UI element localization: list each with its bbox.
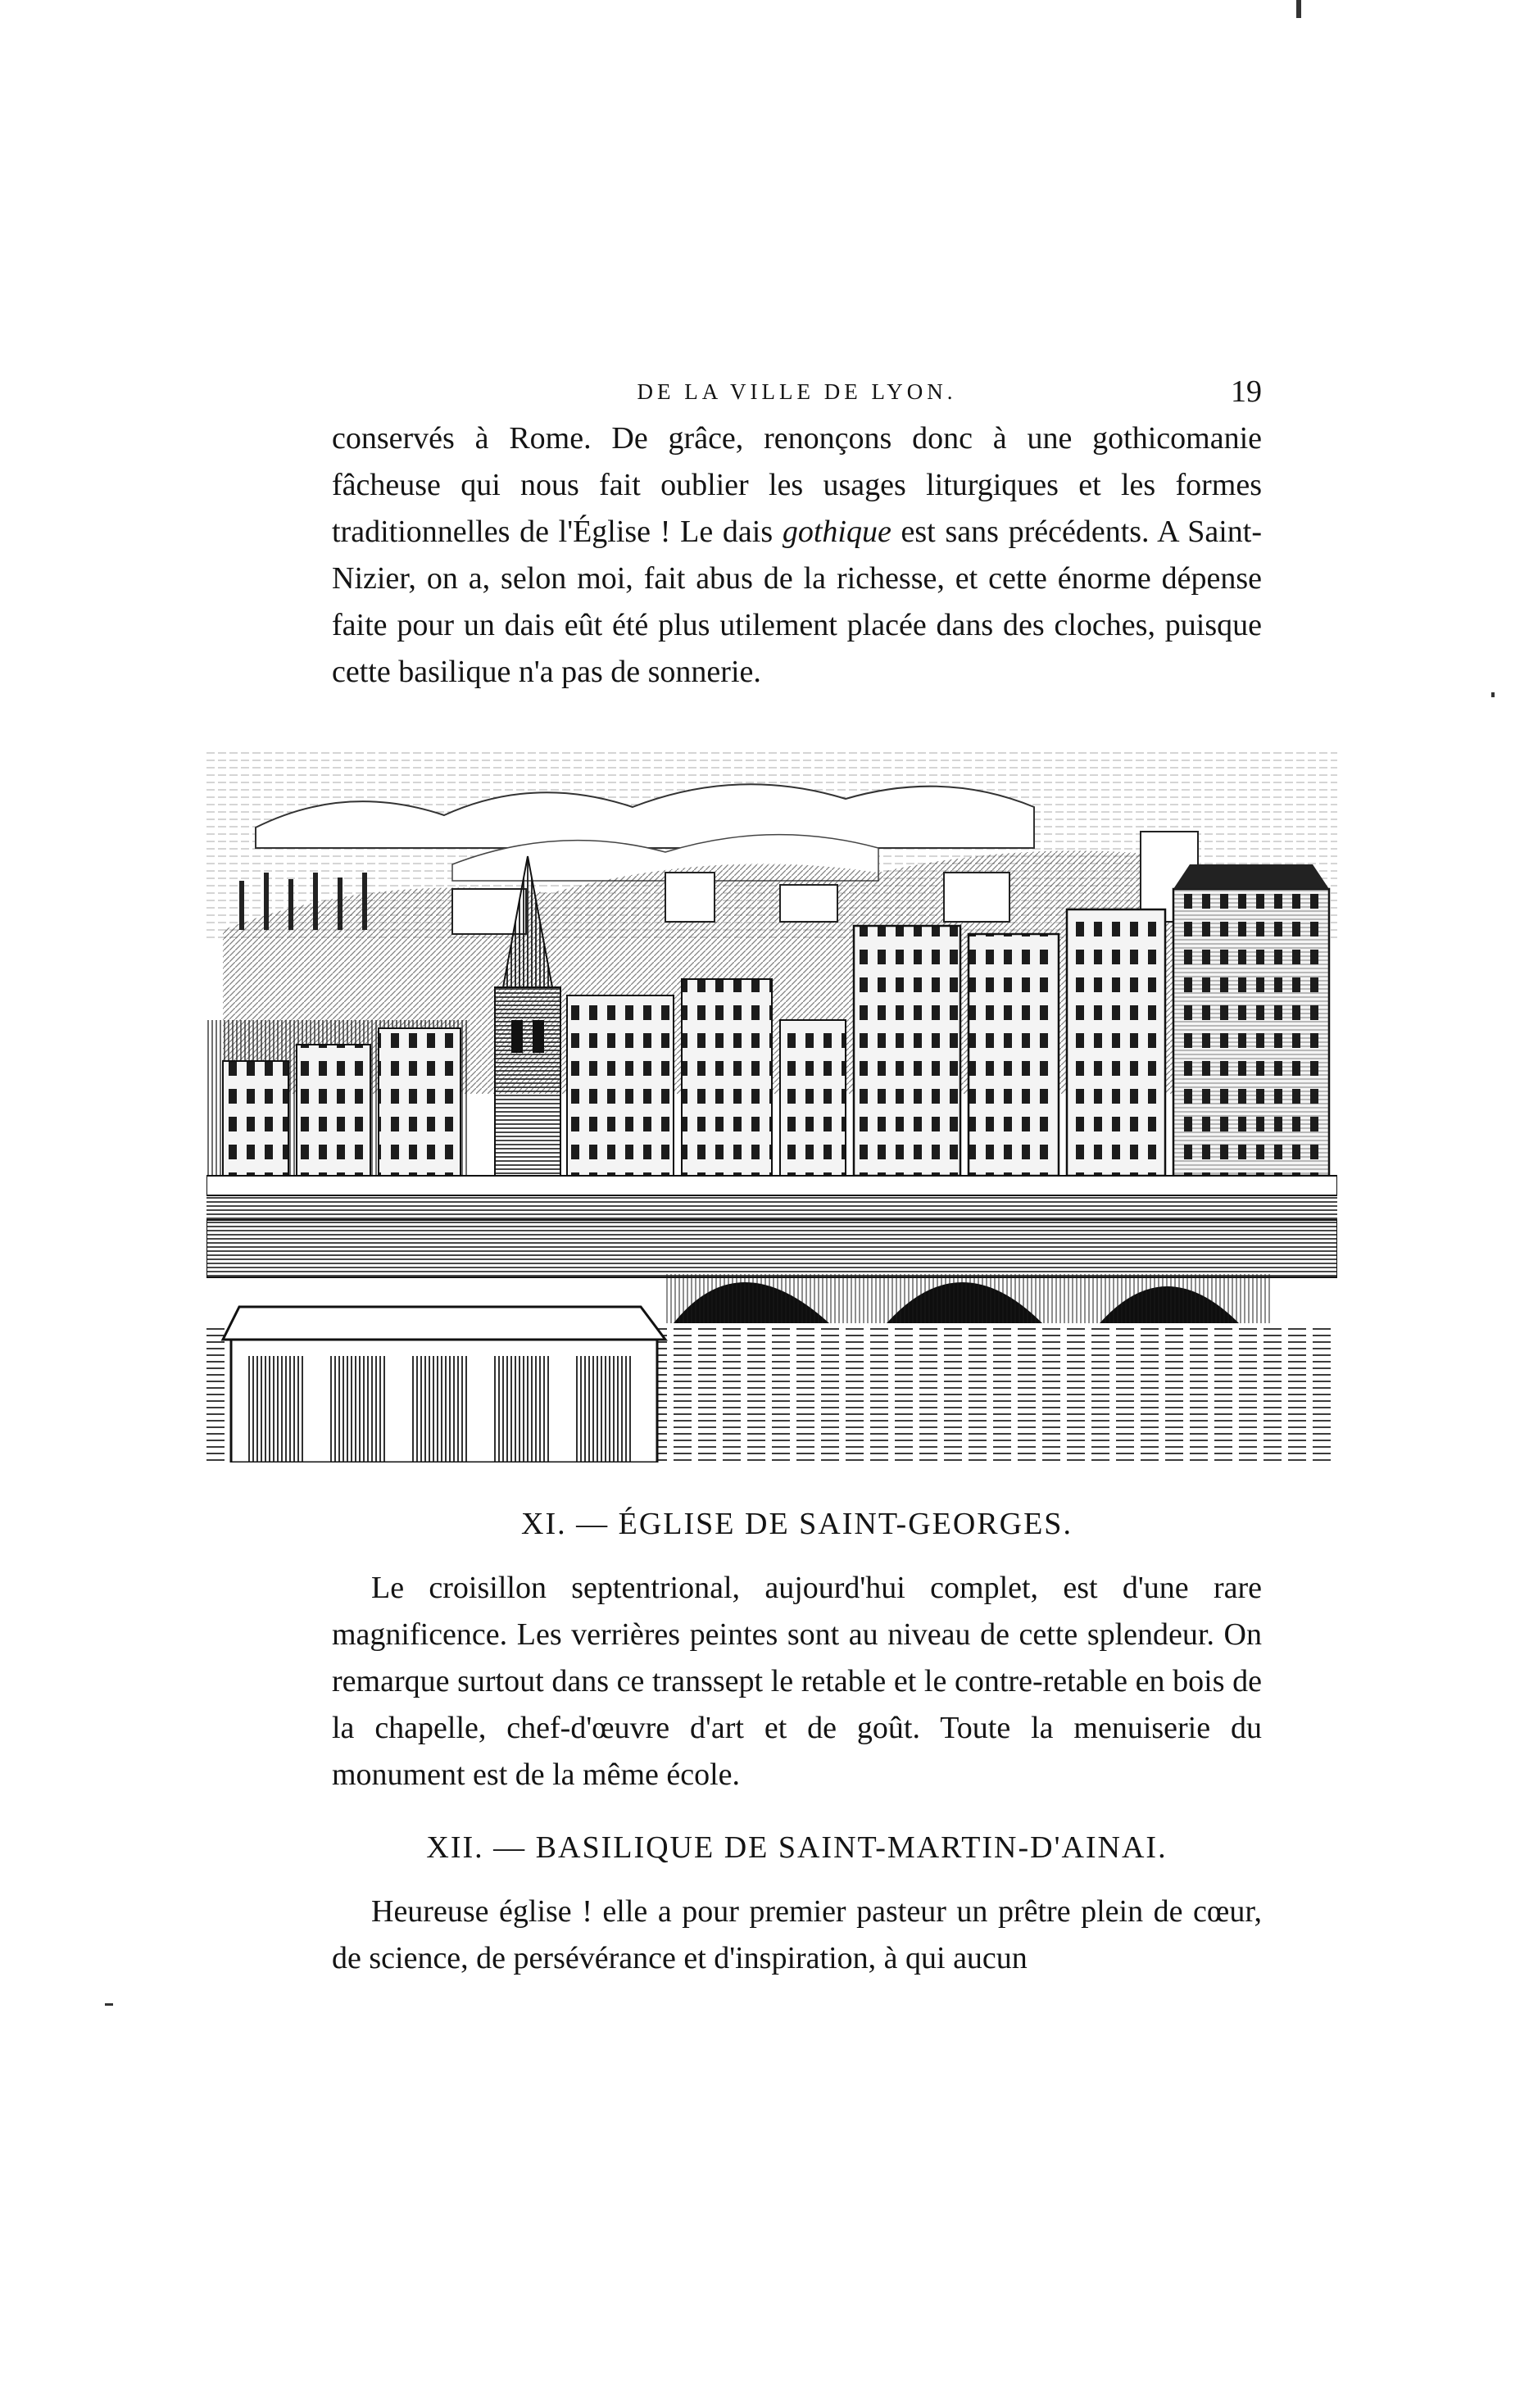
paragraph-text-continued: est sans précédents. A Saint-Nizier, on a, selon moi, fait abus de la richesse, et cette énorme dépense faite pour un dais eût été plus utilement placée dans des cloches, puisque cette basilique n'a pas de sonnerie. bbox=[332, 515, 1262, 689]
ink-speck bbox=[1296, 0, 1301, 18]
engraving-lyon-riverside bbox=[206, 750, 1337, 1462]
running-title: DE LA VILLE DE LYON. bbox=[637, 379, 957, 404]
ink-speck bbox=[1491, 692, 1495, 697]
paragraph-saint-georges: Le croisillon septentrional, aujourd'hui complet, est d'une rare magnificence. Les verrières peintes sont au niveau de cette splendeur. On remarque surtout dans ce transsept le retable et le contre-retable en bois de la chapelle, chef-d'œuvre d'art et de goût. Toute la menuiserie du monument est de la même école. bbox=[332, 1571, 1262, 1792]
emphasis-gothique: gothique bbox=[782, 515, 891, 549]
running-head bbox=[332, 367, 1262, 416]
section-heading-xi: XI. — ÉGLISE DE SAINT-GEORGES. bbox=[521, 1507, 1073, 1541]
ink-speck bbox=[105, 2003, 113, 2006]
page-number: 19 bbox=[1231, 374, 1262, 409]
paragraph-text: conservés à Rome. De grâce, renonçons donc à une gothicomanie fâcheuse qui nous fait oublier les usages liturgiques et les formes traditionnelles de l'Église ! Le dais bbox=[332, 421, 1262, 549]
section-heading-xii: XII. — BASILIQUE DE SAINT-MARTIN-D'AINAI. bbox=[426, 1830, 1168, 1865]
paragraph-saint-nizier bbox=[332, 415, 1262, 696]
paragraph-saint-martin-dainai: Heureuse église ! elle a pour premier pasteur un prêtre plein de cœur, de science, de persévérance et d'inspiration, à qui aucun bbox=[332, 1894, 1262, 1975]
